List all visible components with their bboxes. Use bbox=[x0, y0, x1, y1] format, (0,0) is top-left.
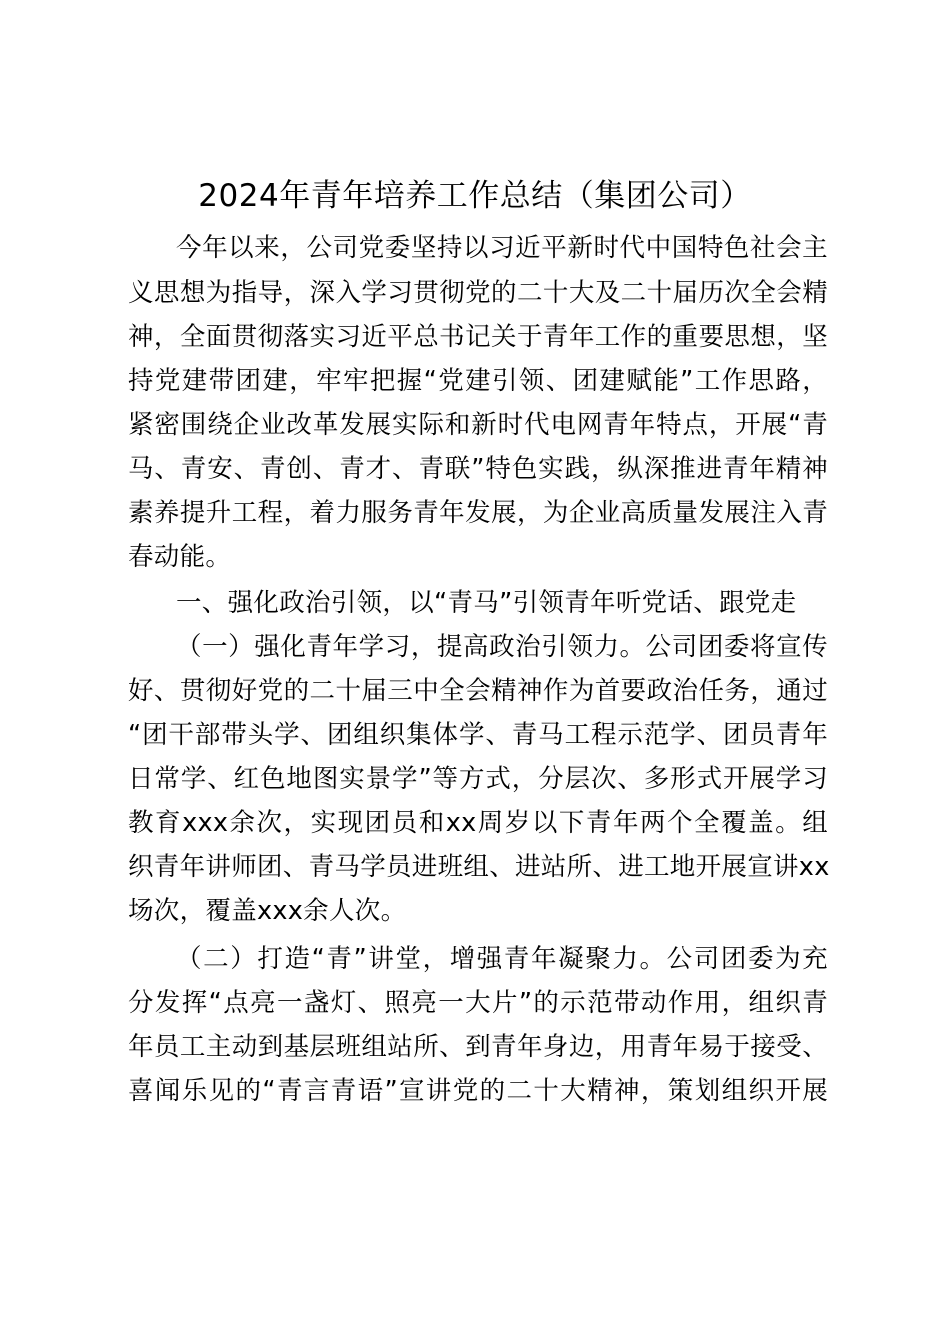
section-heading: 一、强化政治引领，以“青马”引领青年听党话、跟党走 bbox=[176, 588, 797, 618]
paragraph-line: 紧密围绕企业改革发展实际和新时代电网青年特点，开展“青 bbox=[128, 410, 828, 440]
paragraph-line: 分发挥“点亮一盏灯、照亮一大片”的示范带动作用，组织青 bbox=[128, 988, 828, 1018]
paragraph-line: 今年以来，公司党委坚持以习近平新时代中国特色社会主 bbox=[176, 233, 828, 263]
paragraph-line: 神，全面贯彻落实习近平总书记关于青年工作的重要思想，坚 bbox=[128, 322, 828, 352]
paragraph-line: 织青年讲师团、青马学员进班组、进站所、进工地开展宣讲xx bbox=[128, 852, 830, 882]
paragraph-line: 素养提升工程，着力服务青年发展，为企业高质量发展注入青 bbox=[128, 498, 828, 528]
paragraph-line: “团干部带头学、团组织集体学、青马工程示范学、团员青年 bbox=[128, 720, 828, 750]
paragraph-line: 教育xxx余次，实现团员和xx周岁以下青年两个全覆盖。组 bbox=[128, 808, 828, 838]
paragraph-line: 好、贯彻好党的二十届三中全会精神作为首要政治任务，通过 bbox=[128, 676, 828, 706]
paragraph-line: 年员工主动到基层班组站所、到青年身边，用青年易于接受、 bbox=[128, 1032, 828, 1062]
document-title: 2024年青年培养工作总结（集团公司） bbox=[198, 178, 752, 214]
paragraph-line: 马、青安、青创、青才、青联”特色实践，纵深推进青年精神 bbox=[128, 454, 828, 484]
paragraph-line: 喜闻乐见的“青言青语”宣讲党的二十大精神，策划组织开展 bbox=[128, 1076, 828, 1106]
paragraph-line: 春动能。 bbox=[128, 542, 232, 572]
paragraph-line: （一）强化青年学习，提高政治引领力。公司团委将宣传 bbox=[176, 632, 828, 662]
paragraph-line: 义思想为指导，深入学习贯彻党的二十大及二十届历次全会精 bbox=[128, 278, 828, 308]
paragraph-line: 日常学、红色地图实景学”等方式，分层次、多形式开展学习 bbox=[128, 764, 828, 794]
paragraph-line: 场次，覆盖xxx余人次。 bbox=[128, 896, 407, 926]
paragraph-line: （二）打造“青”讲堂，增强青年凝聚力。公司团委为充 bbox=[176, 944, 828, 974]
paragraph-line: 持党建带团建，牢牢把握“党建引领、团建赋能”工作思路， bbox=[128, 366, 828, 396]
